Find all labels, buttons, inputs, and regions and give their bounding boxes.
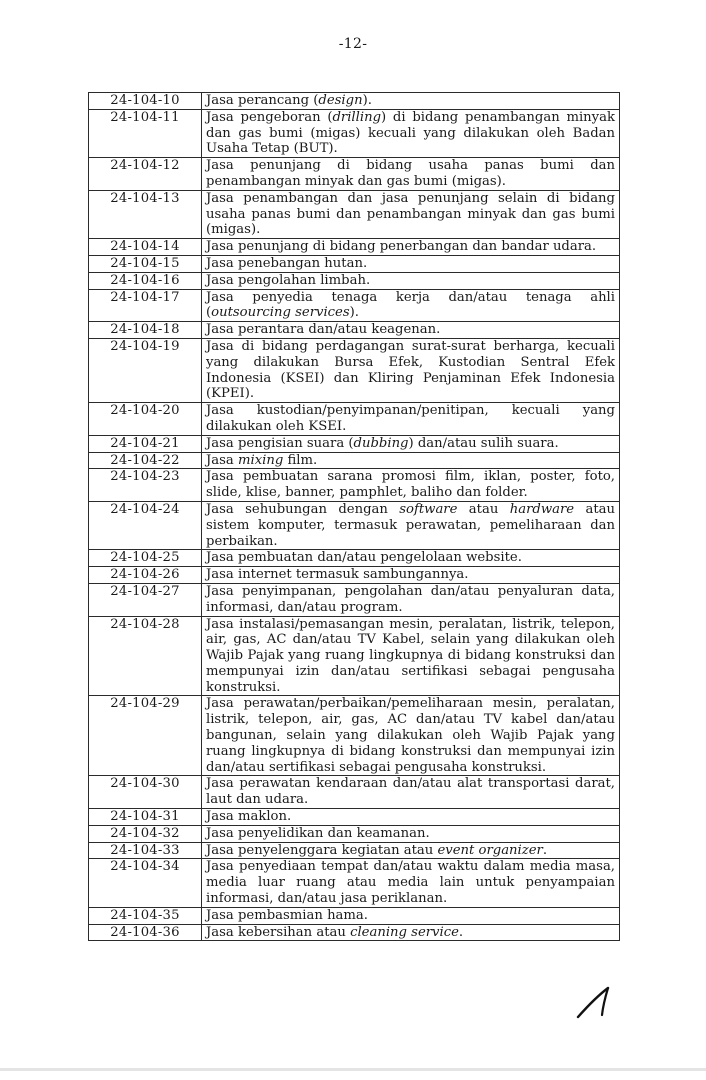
service-code-table: [88, 92, 620, 941]
table-row: [89, 255, 620, 272]
service-code: 24-104-19: [89, 338, 202, 402]
table-row: [89, 322, 620, 339]
service-code: 24-104-13: [89, 190, 202, 238]
description-text: Jasa pembasmian hama.: [206, 907, 368, 923]
service-code: 24-104-33: [89, 842, 202, 859]
description-text: Jasa sehubungan dengan: [206, 501, 400, 517]
description-text: Jasa penunjang di bidang usaha panas bumi dan penambangan minyak dan gas bumi (migas).: [206, 158, 615, 189]
service-description: [202, 255, 620, 272]
description-text: Jasa penyimpanan, pengolahan dan/atau penyaluran data, informasi, dan/atau program.: [206, 583, 615, 615]
italic-term: event organizer: [437, 842, 543, 858]
service-description: [202, 809, 620, 826]
description-text: Jasa pembuatan sarana promosi film, iklan, poster, foto, slide, klise, banner, pamphlet, baliho dan folder.: [206, 469, 615, 501]
description-text: Jasa penyediaan tempat dan/atau waktu dalam media masa, media luar ruang atau media lain untuk penyampaian informasi, dan/atau jasa periklanan.: [206, 859, 615, 907]
service-description: [202, 469, 620, 502]
italic-term: dubbing: [353, 435, 409, 451]
table-row: [89, 403, 620, 436]
description-text: .: [458, 924, 464, 940]
table-row: [89, 469, 620, 502]
service-description: [202, 567, 620, 584]
table-row: [89, 842, 620, 859]
service-code: 24-104-25: [89, 550, 202, 567]
description-text: Jasa perawatan kendaraan dan/atau alat transportasi darat, laut dan udara.: [206, 776, 615, 808]
table-row: [89, 567, 620, 584]
service-description: [202, 289, 620, 322]
description-text: Jasa pengeboran (: [206, 109, 333, 125]
service-description: [202, 93, 620, 110]
italic-term: hardware: [509, 501, 575, 517]
service-description: [202, 550, 620, 567]
service-code: 24-104-12: [89, 158, 202, 191]
service-code: 24-104-32: [89, 825, 202, 842]
service-code: 24-104-14: [89, 239, 202, 256]
description-text: Jasa perantara dan/atau keagenan.: [206, 322, 441, 338]
table-row: [89, 93, 620, 110]
service-description: [202, 924, 620, 941]
service-code: 24-104-31: [89, 809, 202, 826]
scan-bottom-edge: [0, 1068, 706, 1071]
description-text: Jasa pengisian suara (: [206, 435, 354, 451]
table-row: [89, 776, 620, 809]
table-row: [89, 907, 620, 924]
service-description: [202, 403, 620, 436]
description-text: Jasa penyelenggara kegiatan atau: [206, 842, 438, 858]
table-row: [89, 109, 620, 157]
description-text: Jasa perancang (: [206, 93, 319, 108]
service-description: [202, 616, 620, 696]
table-row: [89, 501, 620, 549]
table-row: [89, 289, 620, 322]
initial-signature-icon: [572, 984, 622, 1020]
service-code: 24-104-29: [89, 696, 202, 776]
service-description: [202, 272, 620, 289]
service-description: [202, 109, 620, 157]
description-text: ) dan/atau sulih suara.: [408, 435, 559, 451]
service-code: 24-104-35: [89, 907, 202, 924]
italic-term: mixing: [237, 452, 284, 468]
table-row: [89, 158, 620, 191]
service-code: 24-104-27: [89, 583, 202, 616]
table-row: [89, 924, 620, 941]
service-description: [202, 696, 620, 776]
service-description: [202, 158, 620, 191]
italic-term: outsourcing services: [211, 305, 350, 321]
service-description: [202, 501, 620, 549]
table-row: [89, 696, 620, 776]
page-number: -12-: [338, 36, 368, 52]
service-description: [202, 859, 620, 907]
description-text: film.: [283, 452, 318, 468]
description-text: Jasa perawatan/perbaikan/pemeliharaan mesin, peralatan, listrik, telepon, air, gas, AC dan/atau TV kabel dan/atau bangunan, selain yang dilakukan oleh Wajib Pajak yang ruang lingkupnya di bidang konstruksi dan mempunyai izin dan/atau sertifikasi sebagai pengusaha konstruksi.: [206, 696, 615, 775]
description-text: ).: [349, 305, 359, 321]
italic-term: software: [399, 501, 458, 517]
table-row: [89, 825, 620, 842]
table-row: [89, 859, 620, 907]
service-description: [202, 583, 620, 616]
table-body: [89, 93, 620, 941]
service-code: 24-104-20: [89, 403, 202, 436]
service-description: [202, 776, 620, 809]
service-code: 24-104-34: [89, 859, 202, 907]
service-code: 24-104-30: [89, 776, 202, 809]
description-text: atau: [457, 501, 510, 517]
table-row: [89, 435, 620, 452]
italic-term: design: [318, 93, 363, 108]
description-text: Jasa kebersihan atau: [206, 924, 351, 940]
description-text: Jasa internet termasuk sambungannya.: [206, 567, 469, 583]
service-description: [202, 322, 620, 339]
service-code: 24-104-15: [89, 255, 202, 272]
table-row: [89, 616, 620, 696]
table-row: [89, 583, 620, 616]
service-description: [202, 825, 620, 842]
service-code: 24-104-28: [89, 616, 202, 696]
description-text: Jasa pengolahan limbah.: [206, 272, 371, 288]
service-description: [202, 452, 620, 469]
service-description: [202, 239, 620, 256]
description-text: .: [542, 842, 548, 858]
service-code: 24-104-24: [89, 501, 202, 549]
service-description: [202, 842, 620, 859]
service-code: 24-104-16: [89, 272, 202, 289]
table-row: [89, 272, 620, 289]
table-row: [89, 239, 620, 256]
italic-term: cleaning service: [350, 924, 459, 940]
service-description: [202, 435, 620, 452]
table-row: [89, 809, 620, 826]
table-row: [89, 452, 620, 469]
service-code: 24-104-11: [89, 109, 202, 157]
description-text: Jasa penambangan dan jasa penunjang selain di bidang usaha panas bumi dan penambangan minyak dan gas bumi (migas).: [206, 190, 615, 238]
description-text: ) di bidang penambangan minyak dan gas bumi (migas) kecuali yang dilakukan oleh Badan Usaha Tetap (BUT).: [206, 109, 615, 157]
table-row: [89, 190, 620, 238]
service-code: 24-104-23: [89, 469, 202, 502]
table-row: [89, 550, 620, 567]
description-text: ).: [362, 93, 372, 108]
service-code: 24-104-10: [89, 93, 202, 110]
service-code: 24-104-22: [89, 452, 202, 469]
description-text: Jasa maklon.: [206, 809, 292, 825]
description-text: Jasa pembuatan dan/atau pengelolaan website.: [206, 550, 522, 566]
service-code: 24-104-21: [89, 435, 202, 452]
service-code: 24-104-36: [89, 924, 202, 941]
service-description: [202, 190, 620, 238]
description-text: Jasa: [206, 452, 238, 468]
service-description: [202, 338, 620, 402]
description-text: Jasa penebangan hutan.: [206, 255, 368, 271]
service-code: 24-104-26: [89, 567, 202, 584]
description-text: Jasa penyelidikan dan keamanan.: [206, 825, 430, 841]
service-code: 24-104-17: [89, 289, 202, 322]
table-row: [89, 338, 620, 402]
service-code: 24-104-18: [89, 322, 202, 339]
description-text: Jasa di bidang perdagangan surat-surat berharga, kecuali yang dilakukan Bursa Efek, Kustodian Sentral Efek Indonesia (KSEI) dan Kliring Penjaminan Efek Indonesia (KPEI).: [206, 338, 615, 402]
description-text: Jasa penunjang di bidang penerbangan dan bandar udara.: [206, 239, 597, 255]
description-text: Jasa penyedia tenaga kerja dan/atau tenaga ahli (: [206, 289, 615, 321]
service-description: [202, 907, 620, 924]
description-text: Jasa kustodian/penyimpanan/penitipan, kecuali yang dilakukan oleh KSEI.: [206, 403, 615, 434]
description-text: Jasa instalasi/pemasangan mesin, peralatan, listrik, telepon, air, gas, AC dan/atau TV Kabel, selain yang dilakukan oleh Wajib Pajak yang ruang lingkupnya di bidang konstruksi dan mempunyai izin dan/atau sertifikasi sebagai pengusaha konstruksi.: [206, 616, 615, 695]
description-text: atau sistem komputer, termasuk perawatan, pemeliharaan dan perbaikan.: [206, 501, 615, 549]
italic-term: drilling: [332, 109, 382, 125]
